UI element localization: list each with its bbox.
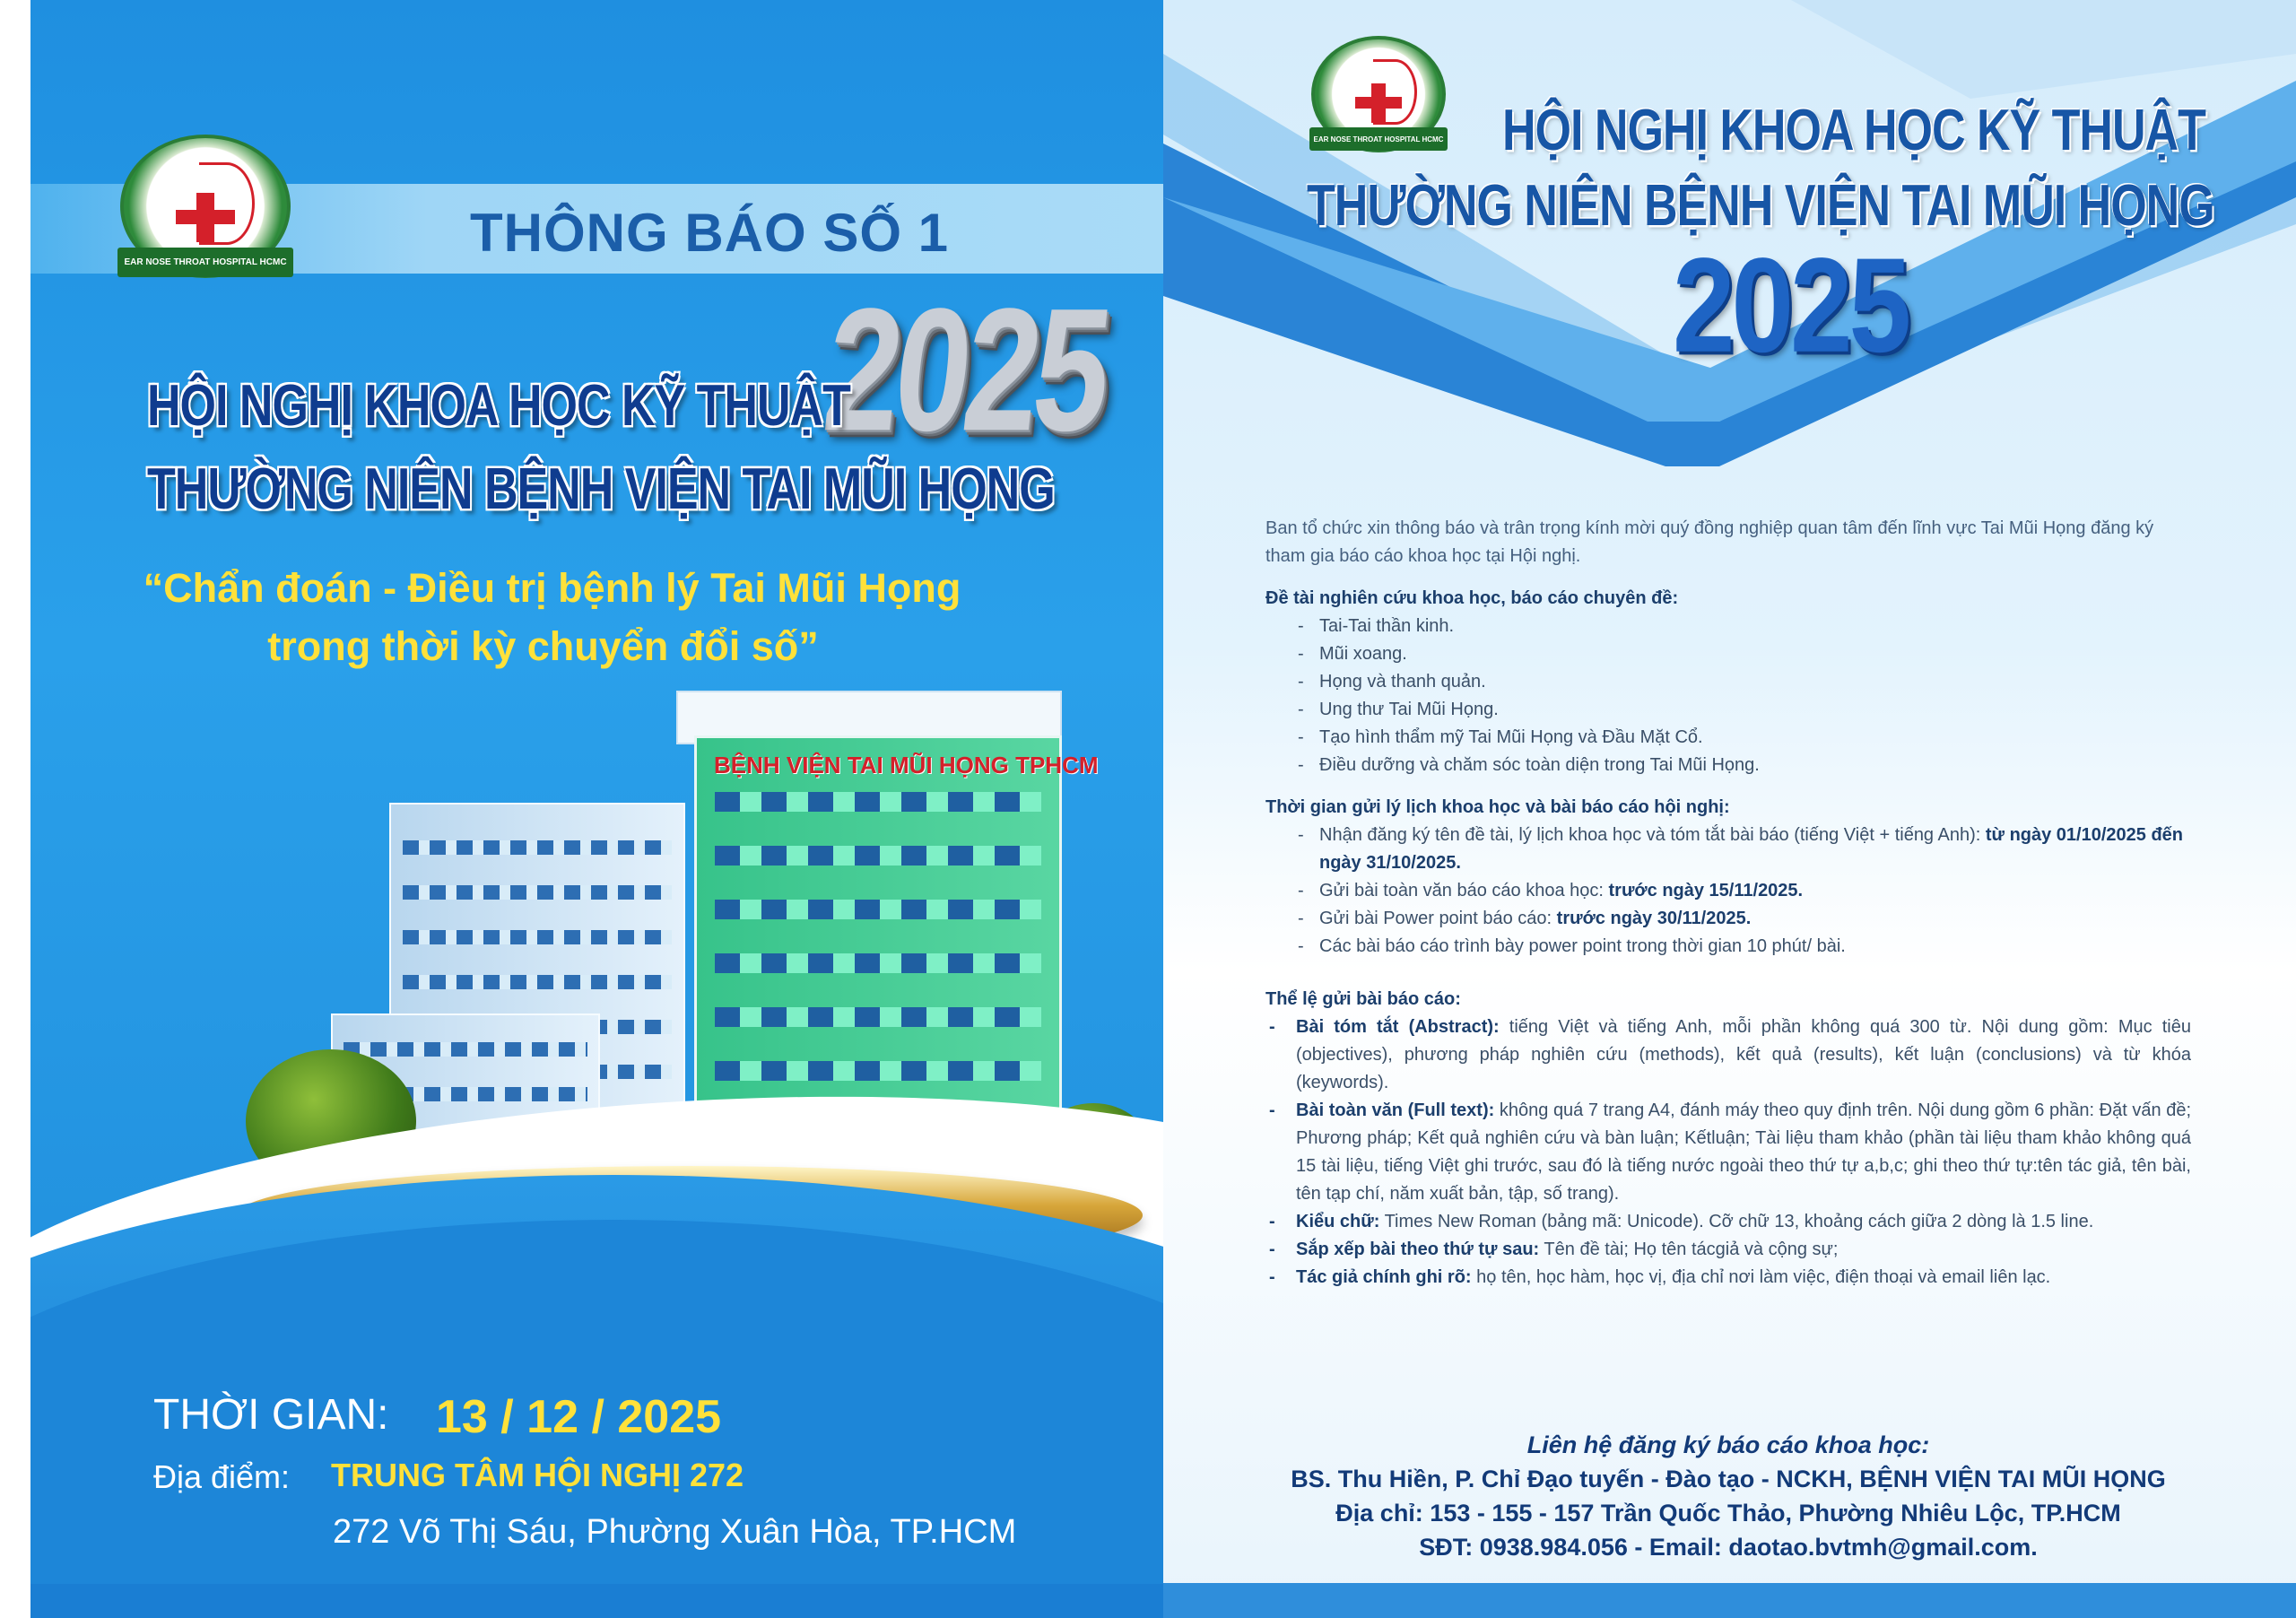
logo-ribbon-text: EAR NOSE THROAT HOSPITAL HCMC: [117, 248, 294, 277]
contact-person: BS. Thu Hiền, P. Chỉ Đạo tuyến - Đào tạo - NCKH, BỆNH VIỆN TAI MŨI HỌNG: [1291, 1466, 2166, 1492]
schedule-item: - Các bài báo cáo trình bày power point trong thời gian 10 phút/ bài.: [1265, 933, 2191, 961]
rule-item: [1265, 1013, 2191, 1097]
schedule-heading: Thời gian gửi lý lịch khoa học và bài báo cáo hội nghị:: [1265, 797, 1730, 817]
rule-label: Bài toàn văn (Full text):: [1296, 1100, 1495, 1120]
schedule-date: từ ngày 01/10/2025 đến ngày 31/10/2025.: [1319, 825, 2184, 873]
left-bottom-bar: [30, 1584, 1163, 1618]
contact-phone-email: SĐT: 0938.984.056 - Email: daotao.bvtmh@gmail.com.: [1419, 1534, 2038, 1561]
red-cross-icon: [176, 193, 235, 242]
year-3d-text: 2025: [816, 271, 1116, 467]
intro-paragraph: Ban tổ chức xin thông báo và trân trọng kính mời quý đồng nghiệp quan tâm đến lĩnh vực Tai Mũi Họng đăng ký tham gia báo cáo khoa học tại Hội nghị.: [1265, 518, 2154, 566]
logo-ribbon-text: EAR NOSE THROAT HOSPITAL HCMC: [1309, 127, 1447, 152]
schedule-text: Nhận đăng ký tên đề tài, lý lịch khoa học và tóm tắt bài báo (tiếng Việt + tiếng Anh):: [1319, 825, 1986, 845]
venue-address: 272 Võ Thị Sáu, Phường Xuân Hòa, TP.HCM: [333, 1513, 1017, 1551]
list-item: - Tai-Tai thần kinh.: [1265, 613, 2191, 640]
schedule-text: Gửi bài toàn văn báo cáo khoa học:: [1319, 881, 1609, 900]
place-label: Địa điểm:: [153, 1458, 291, 1495]
rule-item: [1265, 1208, 2191, 1236]
hospital-logo-icon: [1311, 36, 1446, 152]
rule-text: họ tên, học hàm, học vị, địa chỉ nơi làm việc, điện thoại và email liên lạc.: [1471, 1267, 2051, 1287]
notice-title: THÔNG BÁO SỐ 1: [470, 203, 950, 263]
contact-address: Địa chỉ: 153 - 155 - 157 Trần Quốc Thảo, Phường Nhiêu Lộc, TP.HCM: [1335, 1500, 2121, 1527]
rule-text: không quá 7 trang A4, đánh máy theo quy định trên. Nội dung gồm 6 phần: Đặt vấn đề; Phương pháp; Kết quả nghiên cứu và bàn luận; Kếtluận; Tài liệu tham khảo (phần tài liệu tham khảo không quá 15 tài liệu, tiếng Việt ghi trước, sau đó là tiếng nước ngoài theo thứ tự a,b,c; ghi theo thứ tự:tên tác giả, tên bài, tên tạp chí, năm xuất bản, tập, số trang).: [1296, 1100, 2192, 1204]
event-date: 13 / 12 / 2025: [436, 1391, 722, 1443]
schedule-item: [1265, 877, 2191, 905]
conference-headline-line-1: HỘI NGHỊ KHOA HỌC KỸ THUẬT: [1502, 98, 2205, 163]
conference-headline-line-1: HỘI NGHỊ KHOA HỌC KỸ THUẬT: [147, 373, 850, 439]
list-item: - Họng và thanh quản.: [1265, 668, 2191, 696]
rule-label: Sắp xếp bài theo thứ tự sau:: [1296, 1240, 1540, 1259]
venue-name: TRUNG TÂM HỘI NGHỊ 272: [331, 1457, 744, 1493]
right-page-announcement: [1163, 0, 2296, 1618]
schedule-item: [1265, 905, 2191, 933]
rule-text: Tên đề tài; Họ tên tácgiả và cộng sự;: [1539, 1240, 1839, 1259]
list-item: - Mũi xoang.: [1265, 640, 2191, 668]
topics-heading: Đề tài nghiên cứu khoa học, báo cáo chuyên đề:: [1265, 588, 1679, 608]
contact-heading: Liên hệ đăng ký báo cáo khoa học:: [1526, 1431, 1930, 1458]
rule-text: Times New Roman (bảng mã: Unicode). Cỡ chữ 13, khoảng cách giữa 2 dòng là 1.5 line.: [1379, 1212, 2094, 1231]
hospital-logo-icon: [120, 135, 291, 278]
list-item: - Điều dưỡng và chăm sóc toàn diện trong Tai Mũi Họng.: [1265, 752, 2191, 779]
list-item: - Ung thư Tai Mũi Họng.: [1265, 696, 2191, 724]
rule-item: [1265, 1264, 2191, 1292]
rule-item: [1265, 1236, 2191, 1264]
conference-headline-line-2: THƯỜNG NIÊN BỆNH VIỆN TAI MŨI HỌNG: [147, 457, 1055, 522]
rule-label: Bài tóm tắt (Abstract):: [1296, 1017, 1500, 1037]
time-label: THỜI GIAN:: [153, 1391, 389, 1439]
announcement-body: [1265, 515, 2191, 1292]
rule-text: tiếng Việt và tiếng Anh, mỗi phần không quá 300 từ. Nội dung gồm: Mục tiêu (objectives), phương pháp nghiên cứu (methods), kết quả (results), kết luận (conclusions) và từ khóa (keywords).: [1296, 1017, 2191, 1092]
rule-item: [1265, 1097, 2191, 1208]
slogan-line-2: trong thời kỳ chuyển đổi số”: [267, 623, 819, 669]
list-item: - Tạo hình thẩm mỹ Tai Mũi Họng và Đầu Mặt Cổ.: [1265, 724, 2191, 752]
right-bottom-bar: [1163, 1583, 2296, 1618]
schedule-item: [1265, 822, 2191, 877]
left-page-poster: [30, 0, 1163, 1618]
schedule-date: trước ngày 30/11/2025.: [1556, 909, 1752, 928]
schedule-text: Gửi bài Power point báo cáo:: [1319, 909, 1557, 928]
rule-label: Tác giả chính ghi rõ:: [1296, 1267, 1472, 1287]
slogan-line-1: “Chẩn đoán - Điều trị bệnh lý Tai Mũi Họng: [143, 565, 961, 611]
rules-heading: Thể lệ gửi bài báo cáo:: [1265, 989, 1461, 1009]
conference-year: 2025: [1673, 231, 1909, 381]
hospital-sign: BỆNH VIỆN TAI MŨI HỌNG TPHCM: [714, 752, 1099, 779]
conference-headline-line-2: THƯỜNG NIÊN BỆNH VIỆN TAI MŨI HỌNG: [1307, 173, 2214, 239]
rule-label: Kiểu chữ:: [1296, 1212, 1380, 1231]
schedule-date: trước ngày 15/11/2025.: [1608, 881, 1804, 900]
red-cross-icon: [1355, 83, 1401, 123]
